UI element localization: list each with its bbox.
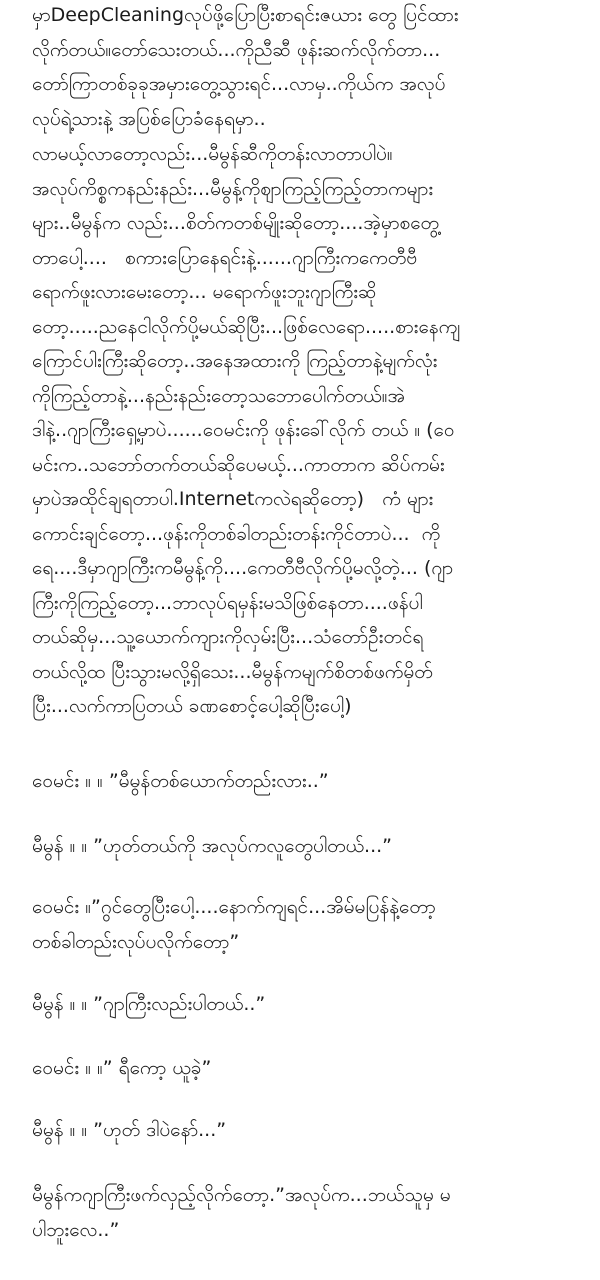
dialogue-line: ဝေမင်း ။ ။ ”မီမွန်တစ်ယောက်တည်းလား..” xyxy=(32,770,329,792)
dialogue-line: မီမွန် ။ ။ ”ဟုတ် ဒါပဲနော်...” xyxy=(32,1119,227,1141)
dialogue-line: ဝေမင်း ။”ဂွင်တွေပြီးပေါ့....နောက်ကျရင်...အိမ်မပြန်နဲ့တော့ တစ်ခါတည်းလုပ်ပလိုက်တော့” xyxy=(32,896,436,953)
narration-line: မီမွန်ကဂျာကြီးဖက်လှည့်လိုက်တော့.”အလုပ်က...ဘယ်သူမှ မ ပါဘူးလေ..” xyxy=(32,1184,451,1241)
dialogue-line: ဝေမင်း ။ ။” ရီကော့ ယူခဲ့” xyxy=(32,1057,212,1079)
dialogue-line: မီမွန် ။ ။ ”ဟုတ်တယ်ကို အလုပ်ကလူတွေပါတယ်...” xyxy=(32,835,393,857)
story-paragraph-2: လာမယ့်လာတော့လည်း...မီမွန်ဆီကိုတန်းလာတာပါပဲ။ အလုပ်ကိစ္စကနည်းနည်း...မီမွန့်ကိုဈာကြည့်ကြည့်တာကများ များ..မီမွန်က လည်း...စိတ်ကတစ်မျိုးဆိုတော့....အဲ့မှာစတွေ့ တာပေါ့.... စကားပြောနေရင်းနဲ့......ဂျာကြီးကကေတီဗီ ရောက်ဖူးလားမေးတော့... မရောက်ဖူးဘူးဂျာကြီးဆို တော့.....ညနေငါလိုက်ပို့မယ်ဆိုပြီး...ဖြစ်လေရော.....စားနေကျ ကြောင်ပါးကြီးဆိုတော့..အနေအထားကို ကြည့်တာနဲ့မျက်လုံး ကိုကြည့်တာနဲ့...နည်းနည်းတော့သဘောပေါက်တယ်။အဲ ဒါနဲ့..ဂျာကြီးရှေ့မှာပဲ......ဝေမင်းကို ဖုန်းခေါ်လိုက် တယ် ။ (ဝေ မင်းက..သဘော်တက်တယ်ဆိုပေမယ့်...ကာတာက ဆိပ်ကမ်း မှာပဲအထိုင်ချရတာပါ.Internetကလဲရဆိုတော့) ကံ များ ကောင်းချင်တော့...ဖုန်းကိုတစ်ခါတည်းတန်းကိုင်တာပဲ... ကို ရေ....ဒီမှာဂျာကြီးကမီမွန့်ကို....ကေတီဗီလိုက်ပို့မလို့တဲ့... (ဂျာ ကြီးကိုကြည့်တော့...ဘာလုပ်ရမှန်းမသိဖြစ်နေတာ....ဖန်ပါ တယ်ဆိုမှ...သူ့ယောက်ကျားကိုလှမ်းပြီး...သံတော်ဦးတင်ရ တယ်လို့ထ ပြီးသွားမလို့ရှိသေး...မီမွန်ကမျက်စိတစ်ဖက်မှိတ် ပြီး...လက်ကာပြတယ် ခဏစောင့်ပေါ့ဆိုပြီးပေါ့) xyxy=(32,143,461,717)
dialogue-line: မီမွန် ။ ။ ”ဂျာကြီးလည်းပါတယ်..” xyxy=(32,993,266,1015)
story-paragraph-1: မှာDeepCleaningလုပ်ဖို့ပြောပြီးစာရင်းဇယား တွေ ပြင်ထား လိုက်တယ်။တော်သေးတယ်...ကိုညီဆီ ဖုန်းဆက်လိုက်တာ... တော်ကြာတစ်ခုခုအမှားတွေ့သွားရင်...လာမှ..ကိုယ်က အလုပ် လုပ်ရဲ့သားနဲ့ အပြစ်ပြောခံနေရမှာ.. xyxy=(32,4,459,130)
